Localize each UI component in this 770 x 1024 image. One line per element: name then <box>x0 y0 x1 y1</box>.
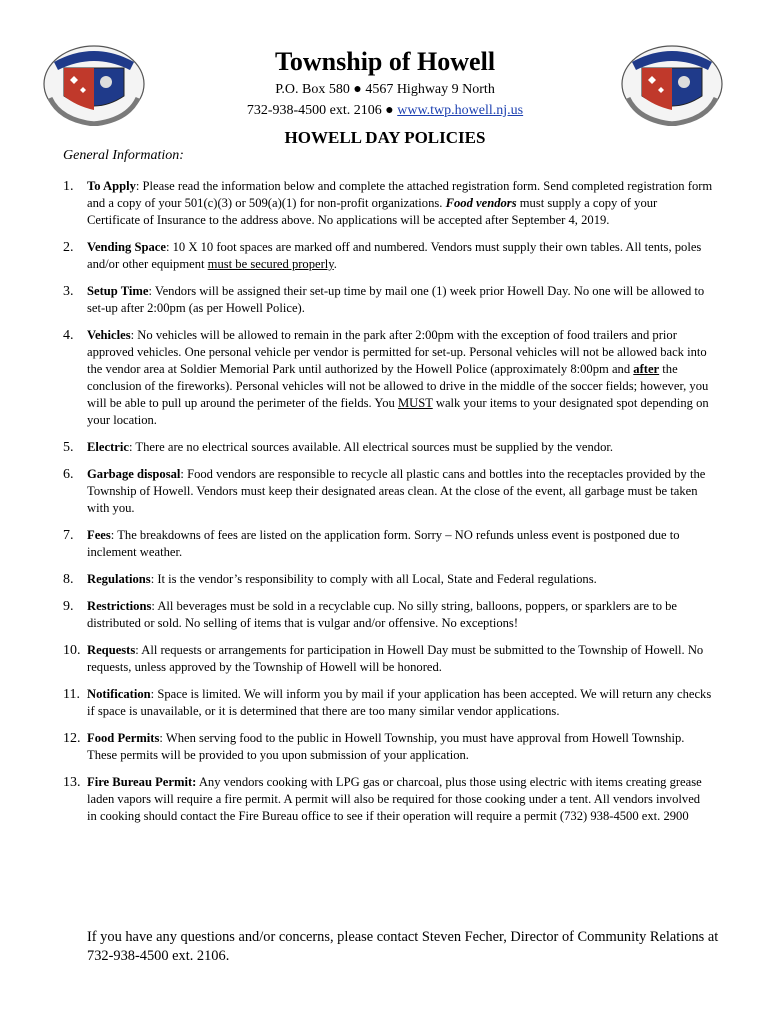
policy-list <box>63 178 713 835</box>
address-line: P.O. Box 580 ● 4567 Highway 9 North <box>275 82 495 97</box>
list-item: 4. Vehicles: No vehicles will be allowed to remain in the park after 2:00pm with the exception of food trailers and prior approved vehicles. One personal vehicle per vendor is permitted for set-up. Personal vehicles will not be allowed back into the vendor area at Soldier Memorial Park until authorized by the Howell Police (approximately 8:00pm and after the conclusion of the fireworks). Personal vehicles will not be allowed to drive in the middle of the soccer fields; however, you will be able to pull up around the perimeter of the fields. You MUST walk your items to your designated spot depending on your location. <box>63 328 709 427</box>
list-item: 13. Fire Bureau Permit: Any vendors cooking with LPG gas or charcoal, plus those using electric with items creating grease laden vapors will require a fire permit. A permit will also be required for those cooking under a tent. All vendors involved in cooking should contact the Fire Bureau office to see if their operation will require a permit (732) 938-4500 ext. 2900 <box>63 775 702 823</box>
document-title: Township of Howell <box>274 47 496 76</box>
list-item: 2. Vending Space: 10 X 10 foot spaces are marked off and numbered. Vendors must supply their own tables. All tents, poles and/or other equipment must be secured properly. <box>63 240 702 271</box>
township-seal-right <box>618 40 726 126</box>
contact-line <box>180 101 590 120</box>
list-item: 11. Notification: Space is limited. We will inform you by mail if your application has been accepted. We will return any checks if space is unavailable, or it is determined that there are too many similar vendor applications. <box>63 687 712 718</box>
township-seal-left <box>40 40 148 126</box>
list-item: 8. Regulations: It is the vendor’s responsibility to comply with all Local, State and Federal regulations. <box>63 572 597 587</box>
policies-heading: HOWELL DAY POLICIES <box>284 128 486 147</box>
phone-number: 732-938-4500 ext. 2106 ● <box>246 103 394 118</box>
seal-emblem-icon <box>40 40 148 126</box>
letterhead <box>180 46 590 120</box>
list-item: 9. Restrictions: All beverages must be sold in a recyclable cup. No silly string, balloons, poppers, or sparklers are to be distributed or sold. No selling of items that is vulgar and/or offensive. No exceptions! <box>63 599 678 630</box>
seal-emblem-icon <box>618 40 726 126</box>
general-info-label: General Information: <box>63 148 184 163</box>
website-link[interactable]: www.twp.howell.nj.us <box>397 103 524 118</box>
list-item: 1. To Apply: Please read the information below and complete the attached registration form. Send completed registration form and a copy of your 501(c)(3) or 509(a)(1) for non-profit organizations. Food vendors must supply a copy of your Certificate of Insurance to the address above. No applications will be accepted after September 4, 2019. <box>63 179 713 227</box>
list-item: 7. Fees: The breakdowns of fees are listed on the application form. Sorry – NO refunds unless event is postponed due to inclement weather. <box>63 528 680 559</box>
list-item: 5. Electric: There are no electrical sources available. All electrical sources must be supplied by the vendor. <box>63 440 614 455</box>
list-item: 12. Food Permits: When serving food to the public in Howell Township, you must have approval from Howell Township. These permits will be provided to you upon submission of your application. <box>63 731 685 762</box>
closing-paragraph: If you have any questions and/or concerns, please contact Steven Fecher, Director of Community Relations at 732-938-4500 ext. 2106. <box>87 929 719 964</box>
list-item: 6. Garbage disposal: Food vendors are responsible to recycle all plastic cans and bottles into the receptacles provided by the Township of Howell. Vendors must keep their designated areas clean. At the close of the event, all garbage must be taken with you. <box>63 467 706 515</box>
list-item: 10. Requests: All requests or arrangements for participation in Howell Day must be submitted to the Township of Howell. No requests, unless approved by the Township of Howell will be honored. <box>63 643 704 674</box>
list-item: 3. Setup Time: Vendors will be assigned their set-up time by mail one (1) week prior Howell Day. No one will be allowed to set-up after 2:00pm (as per Howell Police). <box>63 284 705 315</box>
